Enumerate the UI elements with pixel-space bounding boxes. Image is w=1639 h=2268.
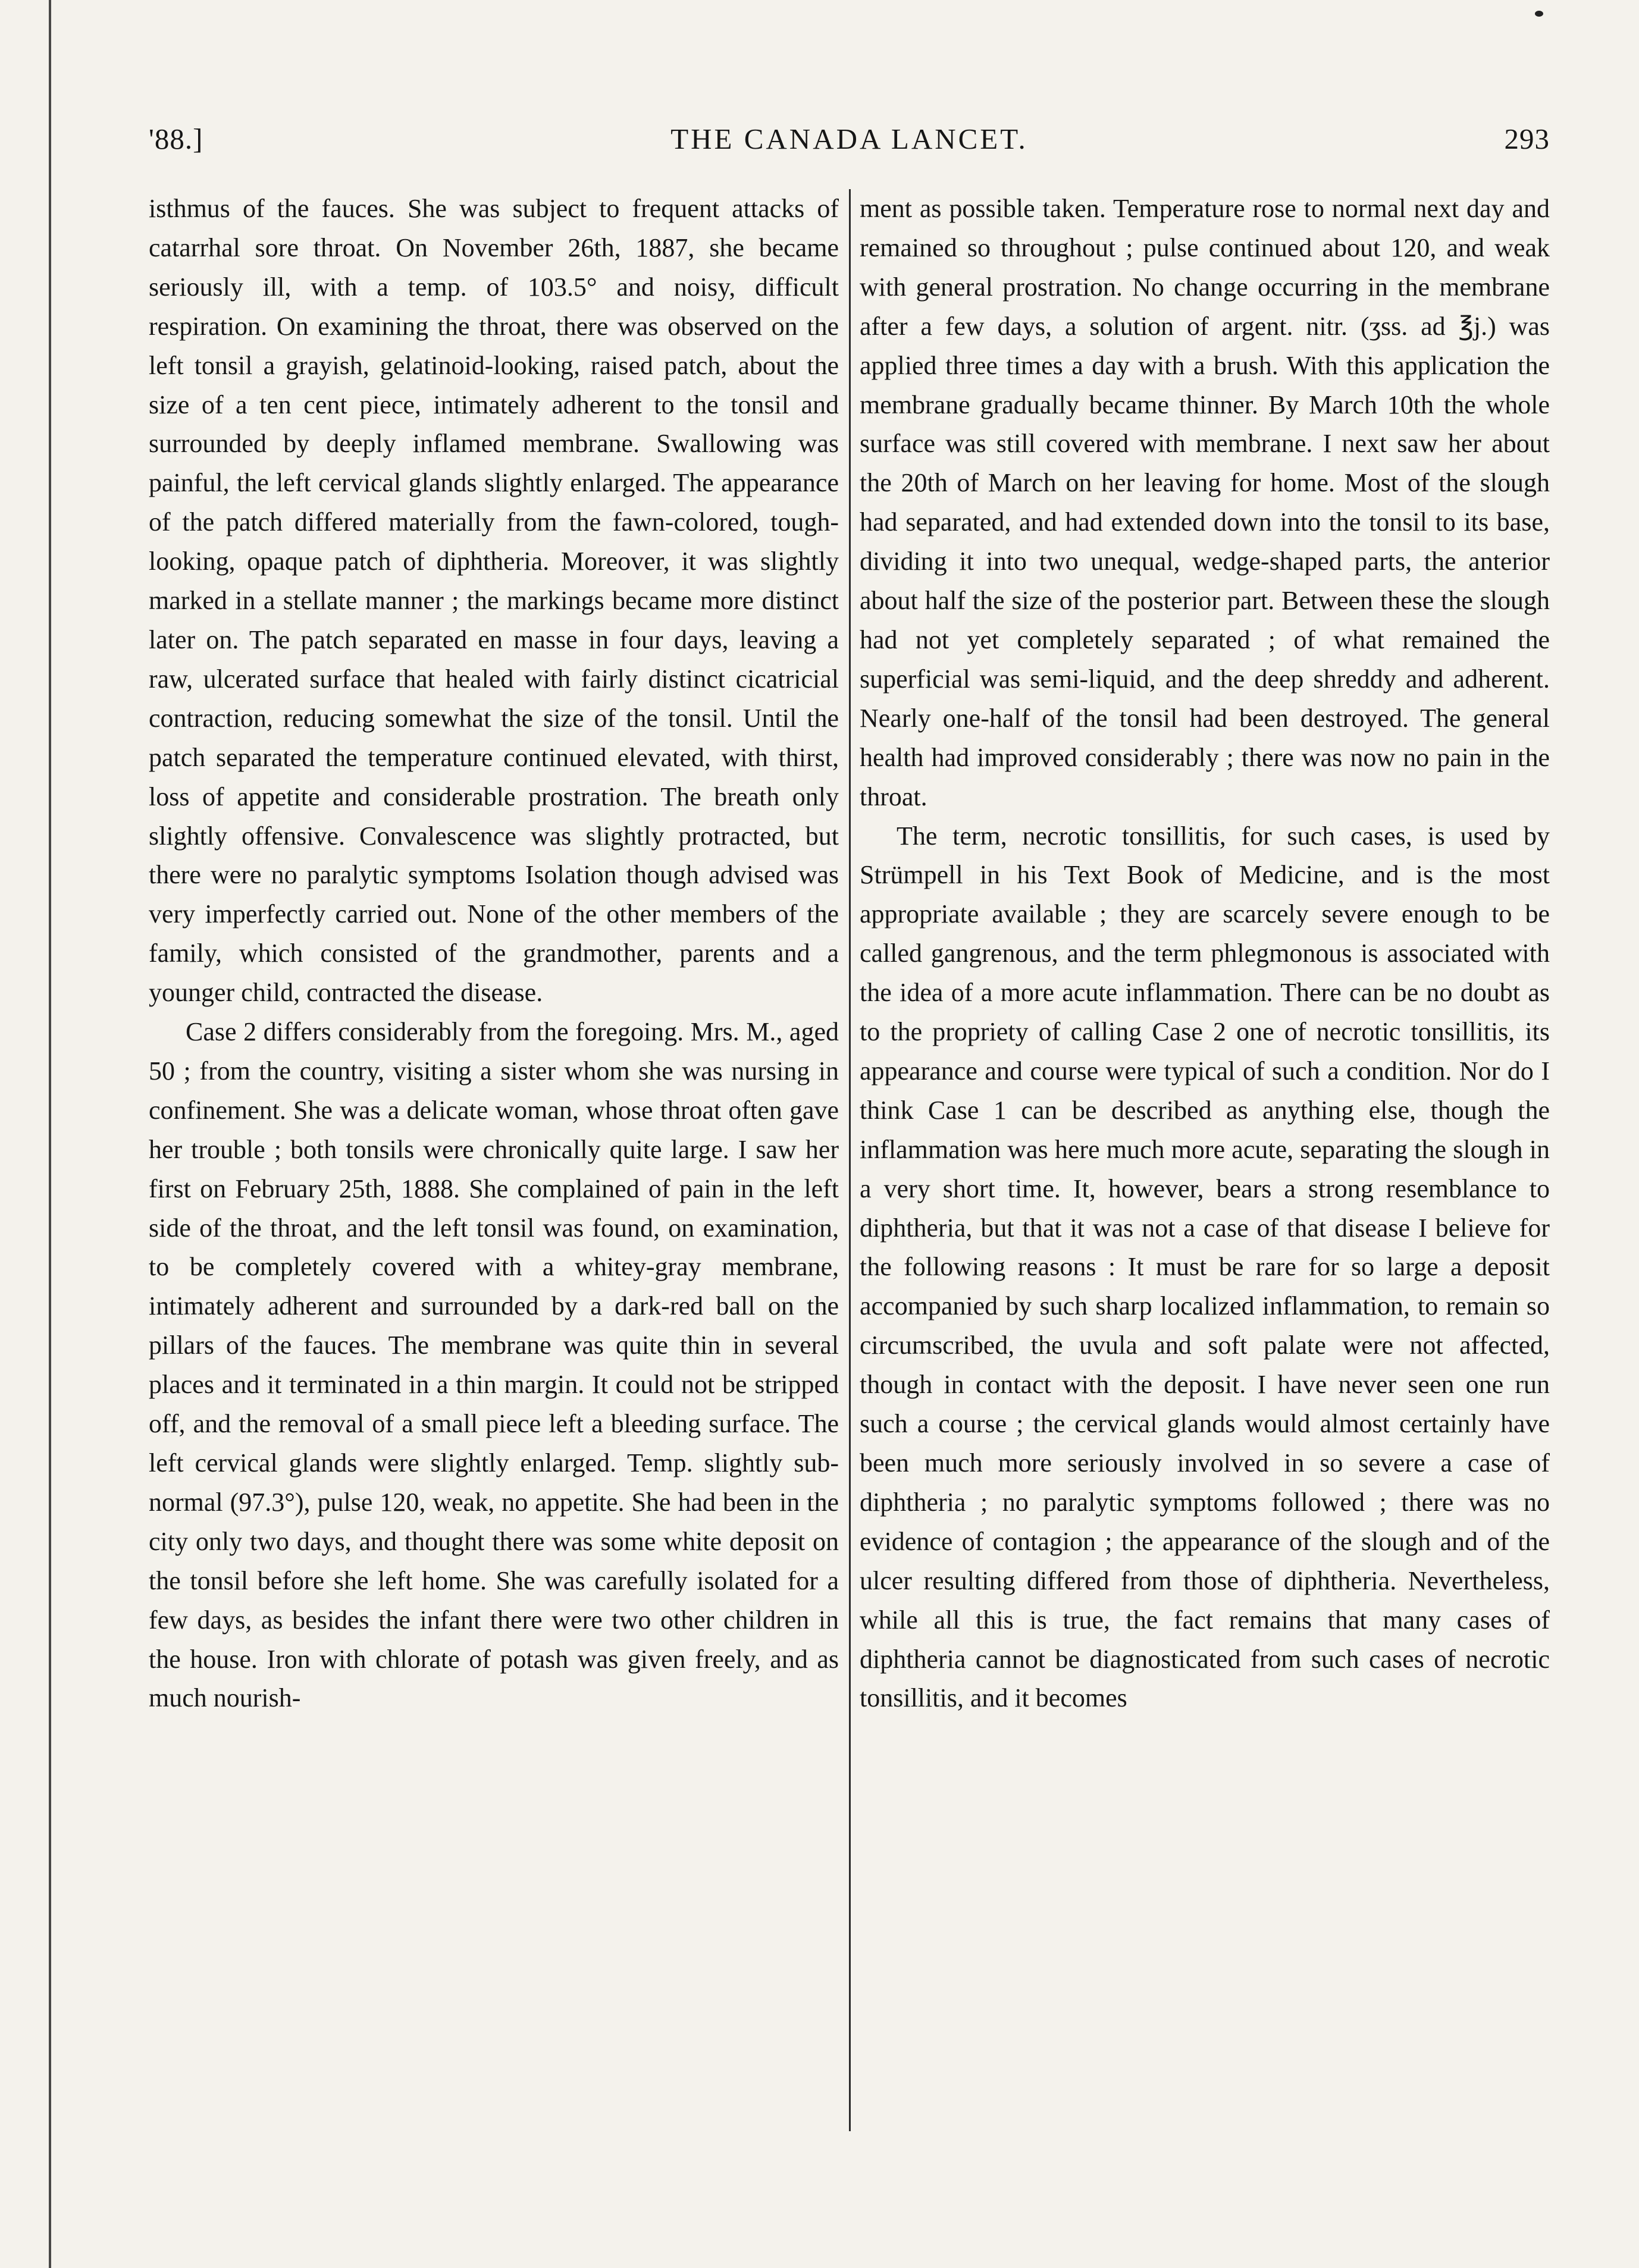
running-header — [149, 122, 1550, 175]
paragraph-case2: Case 2 differs considerably from the foregoing. Mrs. M., aged 50 ; from the country, visiting a sister whom she was nursing in confinement. She was a delicate woman, whose throat often gave her trouble ; both tonsils were chronically quite large. I saw her first on February 25th, 1888. She complained of pain in the left side of the throat, and the left tonsil was found, on examination, to be completely covered with a whitey-gray membrane, intimately adherent and surrounded by a dark-red ball on the pillars of the fauces. The membrane was quite thin in several places and it terminated in a thin margin. It could not be stripped off, and the removal of a small piece left a bleeding surface. The left cervical glands were slightly enlarged. Temp. slightly sub-normal (97.3°), pulse 120, weak, no appetite. She had been in the city only two days, and thought there was some white deposit on the tonsil before she left home. She was carefully isolated for a few days, as besides the infant there were two other children in the house. Iron with chlorate of potash was given freely, and as much nourish- — [149, 1017, 839, 1713]
column-divider — [849, 189, 851, 2131]
page-number: 293 — [1504, 123, 1550, 155]
paragraph-case1-continued: isthmus of the fauces. She was subject to frequent attacks of catarrhal sore throat. On November 26th, 1887, she became seriously ill, with a temp. of 103.5° and noisy, difficult respiration. On examining the throat, there was observed on the left tonsil a grayish, gelatinoid-looking, raised patch, about the size of a ten cent piece, intimately adherent to the tonsil and surrounded by deeply inflamed membrane. Swallowing was painful, the left cervical glands slightly enlarged. The appearance of the patch differed materially from the fawn-colored, tough-looking, opaque patch of diphtheria. Moreover, it was slightly marked in a stellate manner ; the markings became more distinct later on. The patch separated en masse in four days, leaving a raw, ulcerated surface that healed with fairly distinct cicatricial contraction, reducing somewhat the size of the tonsil. Until the patch separated the temperature continued elevated, with thirst, loss of appetite and considerable prostration. The breath only slightly offensive. Convalescence was slightly protracted, but there were no paralytic symptoms Isolation though advised was very imperfectly carried out. None of the other members of the family, which consisted of the grandmother, parents and a younger child, contracted the disease. — [149, 194, 839, 1008]
left-column — [149, 189, 839, 2128]
right-column — [860, 189, 1550, 2128]
binding-edge-line — [49, 0, 51, 2268]
ink-speck — [1535, 11, 1543, 17]
paragraph-case2-continued: ment as possible taken. Temperature rose to normal next day and remained so throughout ; pulse continued about 120, and weak with general prostration. No change occurring in the membrane after a few days, a solution of argent. nitr. (ʒss. ad ℥j.) was applied three times a day with a brush. With this application the membrane gradually became thinner. By March 10th the whole surface was still covered with membrane. I next saw her about the 20th of March on her leaving for home. Most of the slough had separated, and had extended down into the tonsil to its base, dividing it into two unequal, wedge-shaped parts, the anterior about half the size of the posterior part. Between these the slough had not yet completely separated ; of what remained the superficial was semi-liquid, and the deep shreddy and adherent. Nearly one-half of the tonsil had been destroyed. The general health had improved considerably ; there was now no pain in the throat. — [860, 194, 1550, 811]
paragraph-discussion: The term, necrotic tonsillitis, for such cases, is used by Strümpell in his Text Book of Medicine, and is the most appropriate available ; they are scarcely severe enough to be called gangrenous, and the term phlegmonous is associated with the idea of a more acute inflammation. There can be no doubt as to the propriety of calling Case 2 one of necrotic tonsillitis, its appearance and course were typical of such a condition. Nor do I think Case 1 can be described as anything else, though the inflammation was here much more acute, separating the slough in a very short time. It, however, bears a strong resemblance to diphtheria, but that it was not a case of that disease I believe for the following reasons : It must be rare for so large a deposit accompanied by such sharp localized inflammation, to remain so circumscribed, the uvula and soft palate were not affected, though in contact with the deposit. I have never seen one run such a course ; the cervical glands would almost certainly have been much more seriously involved in so severe a case of diphtheria ; no paralytic symptoms followed ; there was no evidence of contagion ; the appearance of the slough and of the ulcer resulting differed from those of diphtheria. Nevertheless, while all this is true, the fact remains that many cases of diphtheria cannot be diagnosticated from such cases of necrotic tonsillitis, and it becomes — [860, 821, 1550, 1713]
journal-title: THE CANADA LANCET. — [670, 123, 1028, 155]
header-year: '88.] — [149, 123, 203, 155]
